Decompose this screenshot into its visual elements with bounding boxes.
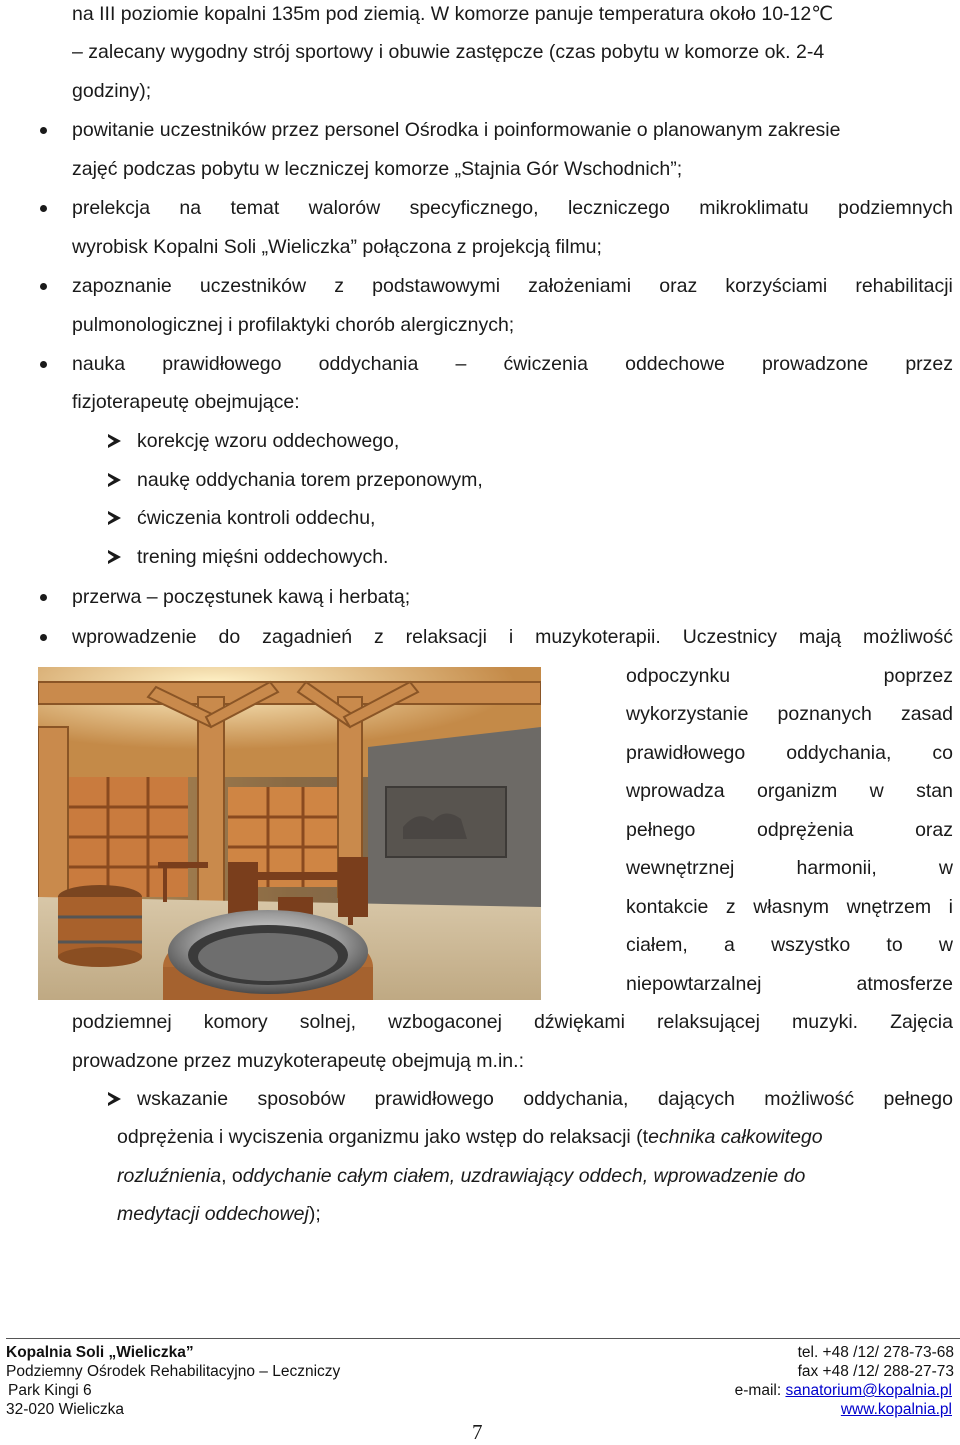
bullet-icon <box>40 594 47 601</box>
footer-company-name: Kopalnia Soli „Wieliczka” <box>6 1344 194 1361</box>
footer-phone: tel. +48 /12/ 278-73-68 <box>797 1344 954 1361</box>
bullet-icon <box>40 634 47 641</box>
wrap-line: wykorzystanie poznanych zasad <box>626 703 953 725</box>
intro-line-2: – zalecany wygodny strój sportowy i obuwie zastępcze (czas pobytu w komorze ok. 2-4 <box>72 41 825 63</box>
music-item-line-1: wskazanie sposobów prawidłowego oddychania, dających możliwość pełnego <box>137 1088 953 1110</box>
arrow-bullet-icon <box>108 434 121 448</box>
footer-email-link[interactable]: sanatorium@kopalnia.pl <box>785 1382 952 1399</box>
bullet-1-line-2: zajęć podczas pobytu w leczniczej komorze „Stajnia Gór Wschodnich”; <box>72 158 683 180</box>
bullet-2-line-1: prelekcja na temat walorów specyficznego, leczniczego mikroklimatu podziemnych <box>72 197 953 219</box>
wrap-line: niepowtarzalnej atmosferze <box>626 973 953 995</box>
sub-item: ćwiczenia kontroli oddechu, <box>137 507 376 529</box>
bullet-5: przerwa – poczęstunek kawą i herbatą; <box>72 586 411 608</box>
sub-item: naukę oddychania torem przeponowym, <box>137 469 483 491</box>
page-number: 7 <box>472 1420 483 1444</box>
footer-city: 32-020 Wieliczka <box>6 1401 125 1418</box>
arrow-bullet-icon <box>108 550 121 564</box>
arrow-bullet-icon <box>108 511 121 525</box>
sub-item: trening mięśni oddechowych. <box>137 546 389 568</box>
bullet-icon <box>40 205 47 212</box>
wrap-line: prawidłowego oddychania, co <box>626 742 953 764</box>
bullet-icon <box>40 361 47 368</box>
intro-line-3: godziny); <box>72 80 152 102</box>
wrap-line: pełnego odprężenia oraz <box>626 819 953 841</box>
wrap-line: wewnętrznej harmonii, w <box>626 857 953 879</box>
bullet-6-line-1: wprowadzenie do zagadnień z relaksacji i muzykoterapii. Uczestnicy mają możliwość <box>72 626 953 648</box>
footer-department: Podziemny Ośrodek Rehabilitacyjno – Leczniczy <box>6 1363 341 1380</box>
salt-chamber-photo <box>38 667 541 1000</box>
footer-fax: fax +48 /12/ 288-27-73 <box>797 1363 954 1380</box>
music-item-line-2: odprężenia i wyciszenia organizmu jako wstęp do relaksacji (technika całkowitego <box>117 1126 823 1148</box>
sub-item: korekcję wzoru oddechowego, <box>137 430 400 452</box>
arrow-bullet-icon <box>108 473 121 487</box>
footer-street: Park Kingi 6 <box>8 1382 92 1399</box>
after-line-1: podziemnej komory solnej, wzbogaconej dźwiękami relaksującej muzyki. Zajęcia <box>72 1011 953 1033</box>
footer-website-link[interactable]: www.kopalnia.pl <box>840 1401 952 1418</box>
footer-divider <box>6 1338 960 1339</box>
bullet-3-line-2: pulmonologicznej i profilaktyki chorób alergicznych; <box>72 314 515 336</box>
intro-line-1: na III poziomie kopalni 135m pod ziemią. W komorze panuje temperatura około 10-12℃ <box>72 3 834 25</box>
bullet-1-line-1: powitanie uczestników przez personel Ośrodka i poinformowanie o planowanym zakresie <box>72 119 841 141</box>
bullet-icon <box>40 283 47 290</box>
footer-email-label: e-mail: <box>734 1382 786 1399</box>
music-item-line-4: medytacji oddechowej); <box>117 1203 321 1225</box>
footer-email-line <box>735 1381 952 1400</box>
wrap-line: ciałem, a wszystko to w <box>626 934 953 956</box>
wrap-line: odpoczynku poprzez <box>626 665 953 687</box>
after-line-2: prowadzone przez muzykoterapeutę obejmują m.in.: <box>72 1050 524 1072</box>
wrap-line: kontakcie z własnym wnętrzem i <box>626 896 953 918</box>
bullet-2-line-2: wyrobisk Kopalni Soli „Wieliczka” połączona z projekcją filmu; <box>72 236 602 258</box>
bullet-4-line-1: nauka prawidłowego oddychania – ćwiczenia oddechowe prowadzone przez <box>72 353 953 375</box>
bullet-4-line-2: fizjoterapeutę obejmujące: <box>72 391 300 413</box>
arrow-bullet-icon <box>108 1092 121 1106</box>
bullet-icon <box>40 127 47 134</box>
music-item-line-3: rozluźnienia, oddychanie całym ciałem, uzdrawiający oddech, wprowadzenie do <box>117 1165 806 1187</box>
bullet-3-line-1: zapoznanie uczestników z podstawowymi założeniami oraz korzyściami rehabilitacji <box>72 275 953 297</box>
wrap-line: wprowadza organizm w stan <box>626 780 953 802</box>
